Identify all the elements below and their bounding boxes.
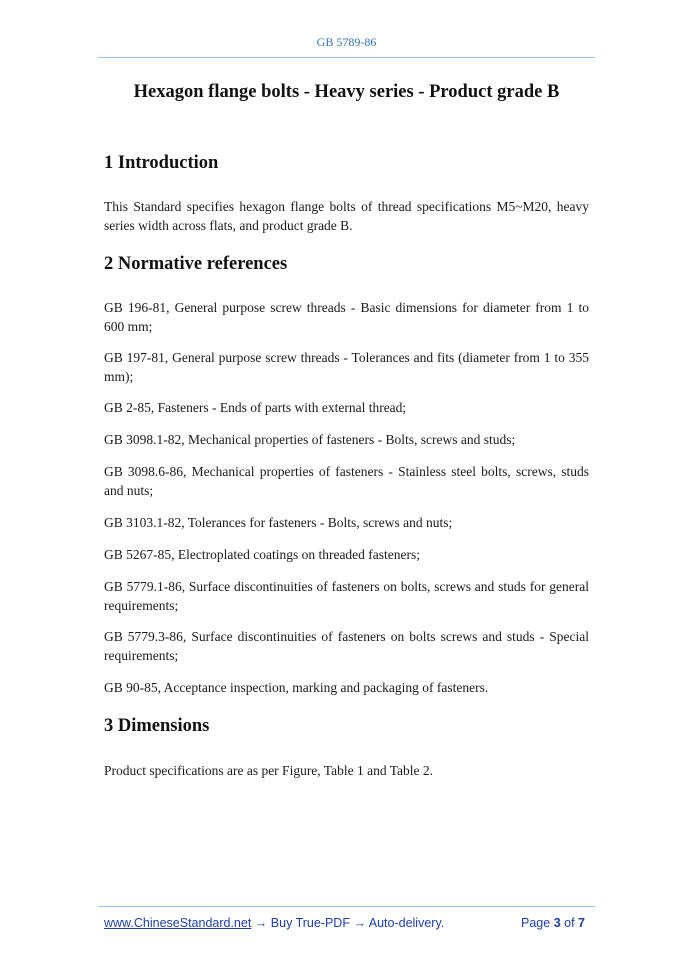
page-total: 7 xyxy=(578,916,585,930)
page-label: Page xyxy=(521,916,551,930)
reference-item: GB 3098.6-86, Mechanical properties of fasteners - Stainless steel bolts, screws, studs and nuts; xyxy=(104,464,589,498)
reference-item: GB 3103.1-82, Tolerances for fasteners - Bolts, screws and nuts; xyxy=(104,515,453,530)
reference-item: GB 90-85, Acceptance inspection, marking and packaging of fasteners. xyxy=(104,680,489,695)
dimensions-paragraph: Product specifications are as per Figure, Table 1 and Table 2. xyxy=(104,763,434,778)
reference-item: GB 5779.1-86, Surface discontinuities of fasteners on bolts, screws and studs for general requirements; xyxy=(104,579,589,613)
footer-divider xyxy=(98,906,595,907)
header-standard-code: GB 5789-86 xyxy=(316,35,377,49)
page-of: of xyxy=(564,916,575,930)
auto-delivery-text: Auto-delivery. xyxy=(368,916,445,930)
reference-item: GB 5779.3-86, Surface discontinuities of fasteners on bolts screws and studs - Special requirements; xyxy=(104,629,589,663)
reference-item: GB 197-81, General purpose screw threads - Tolerances and fits (diameter from 1 to 355 mm); xyxy=(104,350,589,384)
reference-item: GB 5267-85, Electroplated coatings on threaded fasteners; xyxy=(104,547,421,562)
reference-item: GB 3098.1-82, Mechanical properties of fasteners - Bolts, screws and studs; xyxy=(104,432,516,447)
footer-promo xyxy=(104,916,444,930)
section-heading-normative-references: 2 Normative references xyxy=(104,254,288,274)
introduction-paragraph: This Standard specifies hexagon flange bolts of thread specifications M5~M20, heavy series width across flats, and product grade B. xyxy=(104,199,589,233)
site-link[interactable]: www.ChineseStandard.net xyxy=(104,916,252,930)
header-divider xyxy=(98,57,595,58)
page-indicator xyxy=(521,916,585,930)
arrow-right-icon: → xyxy=(353,916,366,930)
arrow-right-icon: → xyxy=(254,916,268,930)
buy-true-pdf-text: Buy True-PDF xyxy=(270,916,350,930)
reference-item: GB 2-85, Fasteners - Ends of parts with external thread; xyxy=(104,400,407,415)
page-current: 3 xyxy=(553,916,561,930)
section-heading-dimensions: 3 Dimensions xyxy=(104,716,210,736)
document-title: Hexagon flange bolts - Heavy series - Product grade B xyxy=(133,82,560,102)
reference-item: GB 196-81, General purpose screw threads - Basic dimensions for diameter from 1 to 600 mm; xyxy=(104,300,589,334)
section-heading-introduction: 1 Introduction xyxy=(104,153,219,173)
